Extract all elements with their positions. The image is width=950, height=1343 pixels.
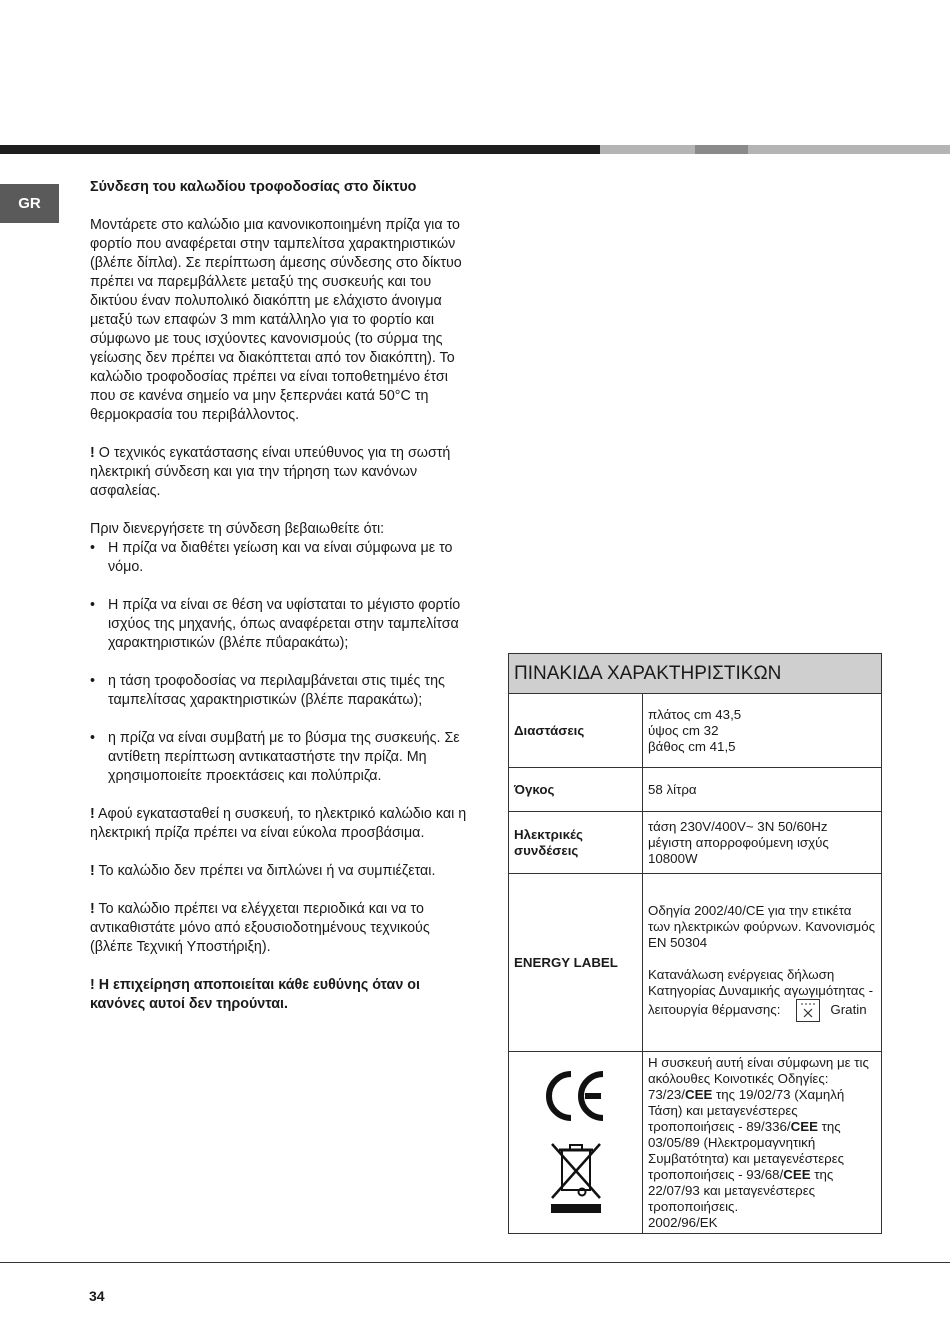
list-item <box>90 539 470 577</box>
warning-text: Το καλώδιο δεν πρέπει να διπλώνει ή να συμπιέζεται. <box>98 863 436 879</box>
warning-text: Αφού εγκατασταθεί η συσκευή, το ηλεκτρικό καλώδιο και η ηλεκτρική πρίζα πρέπει να είναι εύκολα προσβάσιμα. <box>90 806 467 841</box>
checklist-intro: Πριν διενεργήσετε τη σύνδεση βεβαιωθείτε ότι: <box>90 521 385 537</box>
warning-text: Ο τεχνικός εγκατάστασης είναι υπεύθυνος για τη σωστή ηλεκτρική σύνδεση και για την τήρηση των κανόνων ασφαλείας. <box>90 445 451 499</box>
dimension-height: ύψος cm 32 <box>648 722 719 738</box>
conformity-text-4: της 22/07/93 και μεταγενέστερες τροποποιήσεις. <box>648 1166 834 1214</box>
conformity-text-3: της 03/05/89 (Ηλεκτρομαγνητική Συμβατότητα) και μεταγενέστερες τροποποιήσεις - 93/68/ <box>648 1118 845 1182</box>
label-volume: Όγκος <box>509 768 643 812</box>
table-row <box>509 1052 882 1234</box>
electrical-voltage: τάση 230V/400V~ 3N 50/60Hz <box>648 818 828 834</box>
list-item <box>90 672 470 710</box>
label-dimensions: Διαστάσεις <box>509 694 643 768</box>
warning-mark: ! <box>90 901 95 917</box>
bullet-mark: • <box>90 540 96 556</box>
table-title: ΠΙΝΑΚΙΔΑ ΧΑΡΑΚΤΗΡΙΣΤΙΚΩΝ <box>509 654 882 694</box>
list-item-text: η πρίζα να είναι συμβατή με το βύσμα της συσκευής. Σε αντίθετη περίπτωση αντικαταστήστε την πρίζα. Μη χρησιμοποιείτε προεκτάσεις και πολύπριζα. <box>108 730 460 784</box>
list-item <box>90 729 470 786</box>
energy-declaration <box>648 967 876 1022</box>
header-bar-light <box>600 145 950 154</box>
electrical-power: μέγιστη απορροφούμενη ισχύς 10800W <box>648 834 829 866</box>
value-conformity <box>643 1052 882 1234</box>
value-volume: 58 λίτρα <box>643 768 882 812</box>
table-row <box>509 694 882 768</box>
list-item <box>90 596 470 653</box>
value-dimensions <box>643 694 882 768</box>
list-item-text: Η πρίζα να διαθέτει γείωση και να είναι σύμφωνα με το νόμο. <box>108 540 453 575</box>
warning-text: Η επιχείρηση αποποιείται κάθε ευθύνης όταν οι κανόνες αυτοί δεν τηρούνται. <box>90 977 420 1012</box>
section-title: Σύνδεση του καλωδίου τροφοδοσίας στο δίκτυο <box>90 179 417 195</box>
value-energy <box>643 874 882 1052</box>
conformity-text-2: της 19/02/73 (Χαμηλή Τάση) και μεταγενέστερες τροποποιήσεις - 89/336/ <box>648 1086 845 1134</box>
conformity-text-1: Η συσκευή αυτή είναι σύμφωνη με τις ακόλουθες Κοινοτικές Οδηγίες: 73/23/ <box>648 1054 869 1102</box>
warning-access <box>90 805 470 843</box>
header-bar-dark <box>0 145 600 154</box>
conformity-text-5: 2002/96/EK <box>648 1214 718 1230</box>
footer-divider <box>0 1262 950 1263</box>
left-column <box>90 178 470 1014</box>
rating-plate-table <box>508 653 882 1234</box>
table-row <box>509 874 882 1052</box>
label-energy: ENERGY LABEL <box>509 874 643 1052</box>
warning-installer <box>90 444 470 501</box>
list-item-text: η τάση τροφοδοσίας να περιλαμβάνεται στις τιμές της ταμπελίτσας χαρακτηριστικών (βλέπε παρακάτω); <box>108 673 445 708</box>
dimension-depth: βάθος cm 41,5 <box>648 738 736 754</box>
label-electrical: Ηλεκτρικές συνδέσεις <box>509 812 643 874</box>
cee-mark: CEE <box>790 1118 818 1134</box>
bullet-mark: • <box>90 597 96 613</box>
weee-bin-icon <box>548 1140 604 1216</box>
conformity-marks <box>509 1052 643 1234</box>
page-number: 34 <box>89 1288 105 1304</box>
bullet-mark: • <box>90 673 96 689</box>
energy-declaration-text: Κατανάλωση ενέργειας δήλωση Κατηγορίας Δυναμικής αγωγιμότητας - λειτουργία θέρμανσης: <box>648 967 874 1018</box>
gratin-icon <box>796 999 820 1022</box>
warning-bend <box>90 862 470 881</box>
energy-directive: Οδηγία 2002/40/CE για την ετικέτα των ηλεκτρικών φούρνων. Κανονισμός EN 50304 <box>648 903 876 950</box>
cee-mark: CEE <box>684 1086 713 1102</box>
language-tab: GR <box>0 184 59 223</box>
warning-text: Το καλώδιο πρέπει να ελέγχεται περιοδικά και να το αντικαθιστάτε μόνο από εξουσιοδοτημένους τεχνικούς (βλέπε Τεχνική Υποστήριξη). <box>90 901 430 955</box>
gratin-label: Gratin <box>830 1002 867 1018</box>
cee-mark: CEE <box>783 1166 811 1182</box>
ce-mark-icon <box>541 1066 611 1126</box>
bullet-mark: • <box>90 730 96 746</box>
warning-mark: ! <box>90 863 95 879</box>
table-row <box>509 768 882 812</box>
warning-mark: ! <box>90 445 95 461</box>
warning-mark: ! <box>90 977 95 993</box>
list-item-text: Η πρίζα να είναι σε θέση να υφίσταται το μέγιστο φορτίο ισχύος της μηχανής, όπως αναφέρεται στην ταμπελίτσα χαρακτηριστικών (βλέπε πΰαρακάτω); <box>108 597 461 651</box>
warning-liability <box>90 976 470 1014</box>
paragraph-connection: Μοντάρετε στο καλώδιο μια κανονικοποιημένη πρίζα για το φορτίο που αναφέρεται στην ταμπελίτσα χαρακτηριστικών (βλέπε δίπλα). Σε περίπτωση άμεσης σύνδεσης στο δίκτυο πρέπει να παρεμβάλλετε μεταξύ της συσκευής και του δικτύου έναν πολυπολικό διακόπτη με ελάχιστο άνοιγμα μεταξύ των επαφών 3 mm κατάλληλο για το φορτίο και σύμφωνο με τους ισχύοντες κανονισμούς (το σύρμα της γείωσης δεν πρέπει να διακόπτεται από τον διακόπτη). Το καλώδιο τροφοδοσίας πρέπει να είναι τοποθετημένο έτσι που σε κανένα σημείο να μην ξεπερνάει κατά 50°C τη θερμοκρασία του περιβάλλοντος. <box>90 217 462 423</box>
value-electrical <box>643 812 882 874</box>
header-bar-accent <box>695 145 748 154</box>
warning-mark: ! <box>90 806 95 822</box>
warning-inspect <box>90 900 470 957</box>
table-row <box>509 812 882 874</box>
dimension-width: πλάτος cm 43,5 <box>648 706 742 722</box>
